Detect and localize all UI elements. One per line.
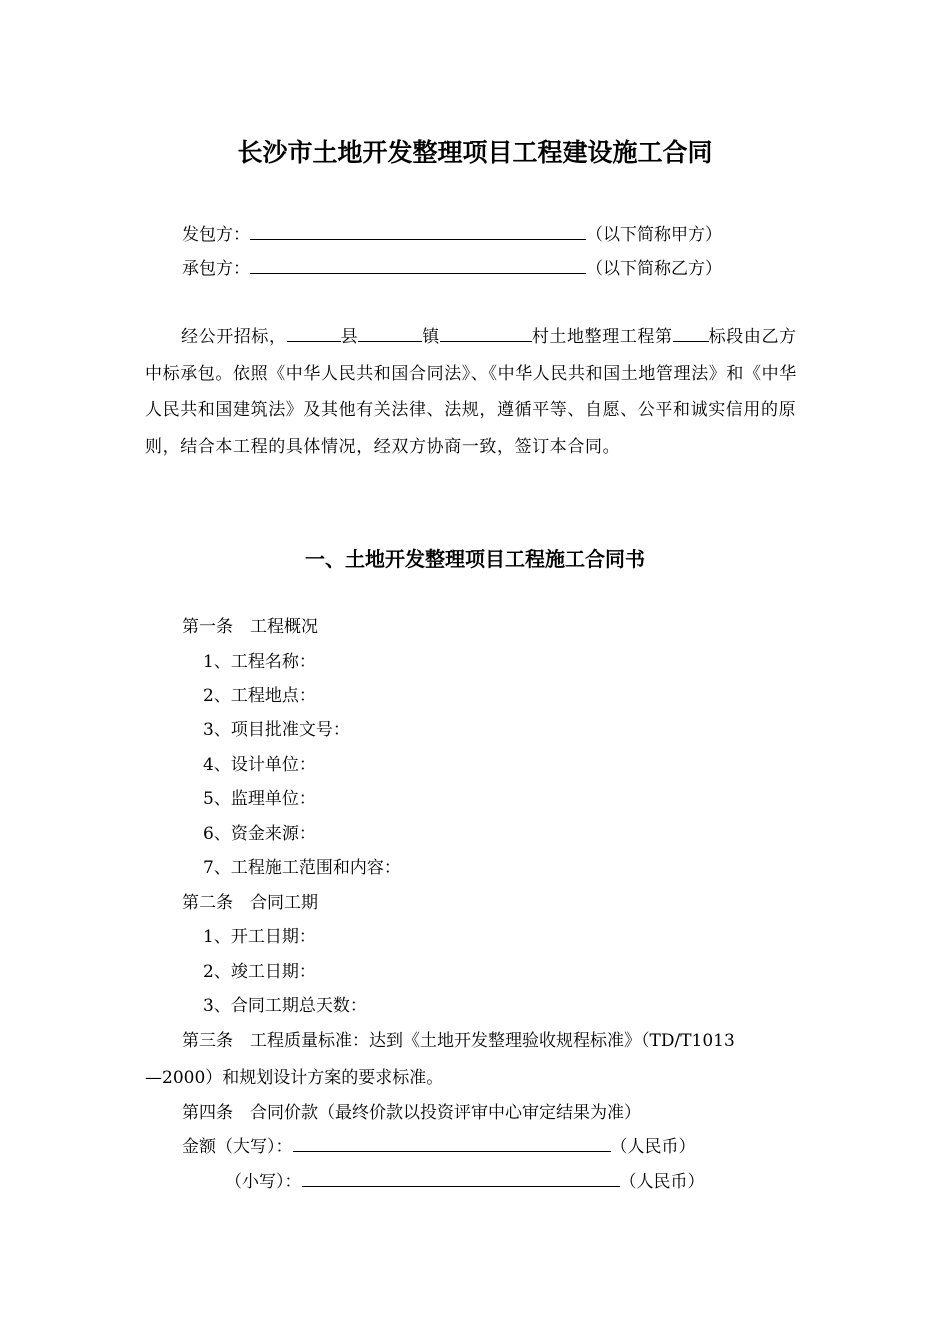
intro-text-village: 村土地整理工程第: [531, 327, 673, 347]
article1-item: 6、资金来源：: [203, 824, 316, 844]
intro-text-rest: 由乙方中标承包。依照《中华人民共和国合同法》、《中华人民共和国土地管理法》和《中华人民共和国建筑法》及其他有关法律、法规，遵循平等、自愿、公平和诚实信用的原则，结合本工程的具体情况，经双方协商一致，签订本合同。: [145, 327, 797, 457]
employer-note: （以下简称甲方）: [586, 225, 722, 245]
currency-note: （人民币）: [610, 1137, 696, 1157]
article3-line1: 第三条 工程质量标准：达到《土地开发整理验收规程标准》（TD/T1013: [182, 1031, 735, 1051]
article1-item: 3、项目批准文号：: [203, 720, 350, 740]
article2-item: 3、合同工期总天数：: [203, 996, 367, 1016]
section-heading: 一、土地开发整理项目工程施工合同书: [305, 547, 645, 571]
article1-item: 1、工程名称：: [203, 652, 316, 672]
employer-blank[interactable]: [250, 225, 586, 240]
article2-item: 2、竣工日期：: [203, 962, 316, 982]
county-blank[interactable]: [287, 327, 341, 342]
article4-heading: 第四条 合同价款（最终价款以投资评审中心审定结果为准）: [182, 1103, 641, 1123]
article2-heading: 第二条 合同工期: [182, 893, 318, 913]
amount-upper-line: [182, 1137, 696, 1157]
currency-note: （人民币）: [619, 1172, 705, 1192]
employer-line: [182, 225, 722, 245]
amount-upper-blank[interactable]: [293, 1137, 611, 1152]
article2-item: 1、开工日期：: [203, 927, 316, 947]
article1-item: 2、工程地点：: [203, 686, 316, 706]
section-no-blank[interactable]: [673, 327, 709, 342]
amount-lower-blank[interactable]: [302, 1172, 620, 1187]
article3-line2: —2000）和规划设计方案的要求标准。: [145, 1068, 444, 1088]
contractor-note: （以下简称乙方）: [586, 259, 722, 279]
village-blank[interactable]: [440, 327, 532, 342]
article1-heading: 第一条 工程概况: [182, 617, 318, 637]
town-blank[interactable]: [358, 327, 422, 342]
document-title: 长沙市土地开发整理项目工程建设施工合同: [237, 138, 713, 167]
article1-item: 5、监理单位：: [203, 789, 316, 809]
amount-upper-label: 金额（大写）：: [182, 1137, 293, 1157]
article1-item: 7、工程施工范围和内容：: [203, 858, 401, 878]
contractor-line: [182, 259, 722, 279]
intro-text-section: 标段: [708, 327, 744, 347]
intro-text-county: 县: [340, 327, 359, 347]
intro-paragraph: [145, 319, 811, 465]
contractor-label: 承包方：: [182, 259, 250, 279]
intro-text-town: 镇: [422, 327, 440, 347]
intro-text-1: 经公开招标，: [181, 327, 287, 347]
amount-lower-line: [225, 1172, 705, 1192]
amount-lower-label: （小写）：: [225, 1172, 302, 1192]
article1-item: 4、设计单位：: [203, 755, 316, 775]
employer-label: 发包方：: [182, 225, 250, 245]
contractor-blank[interactable]: [250, 259, 586, 274]
